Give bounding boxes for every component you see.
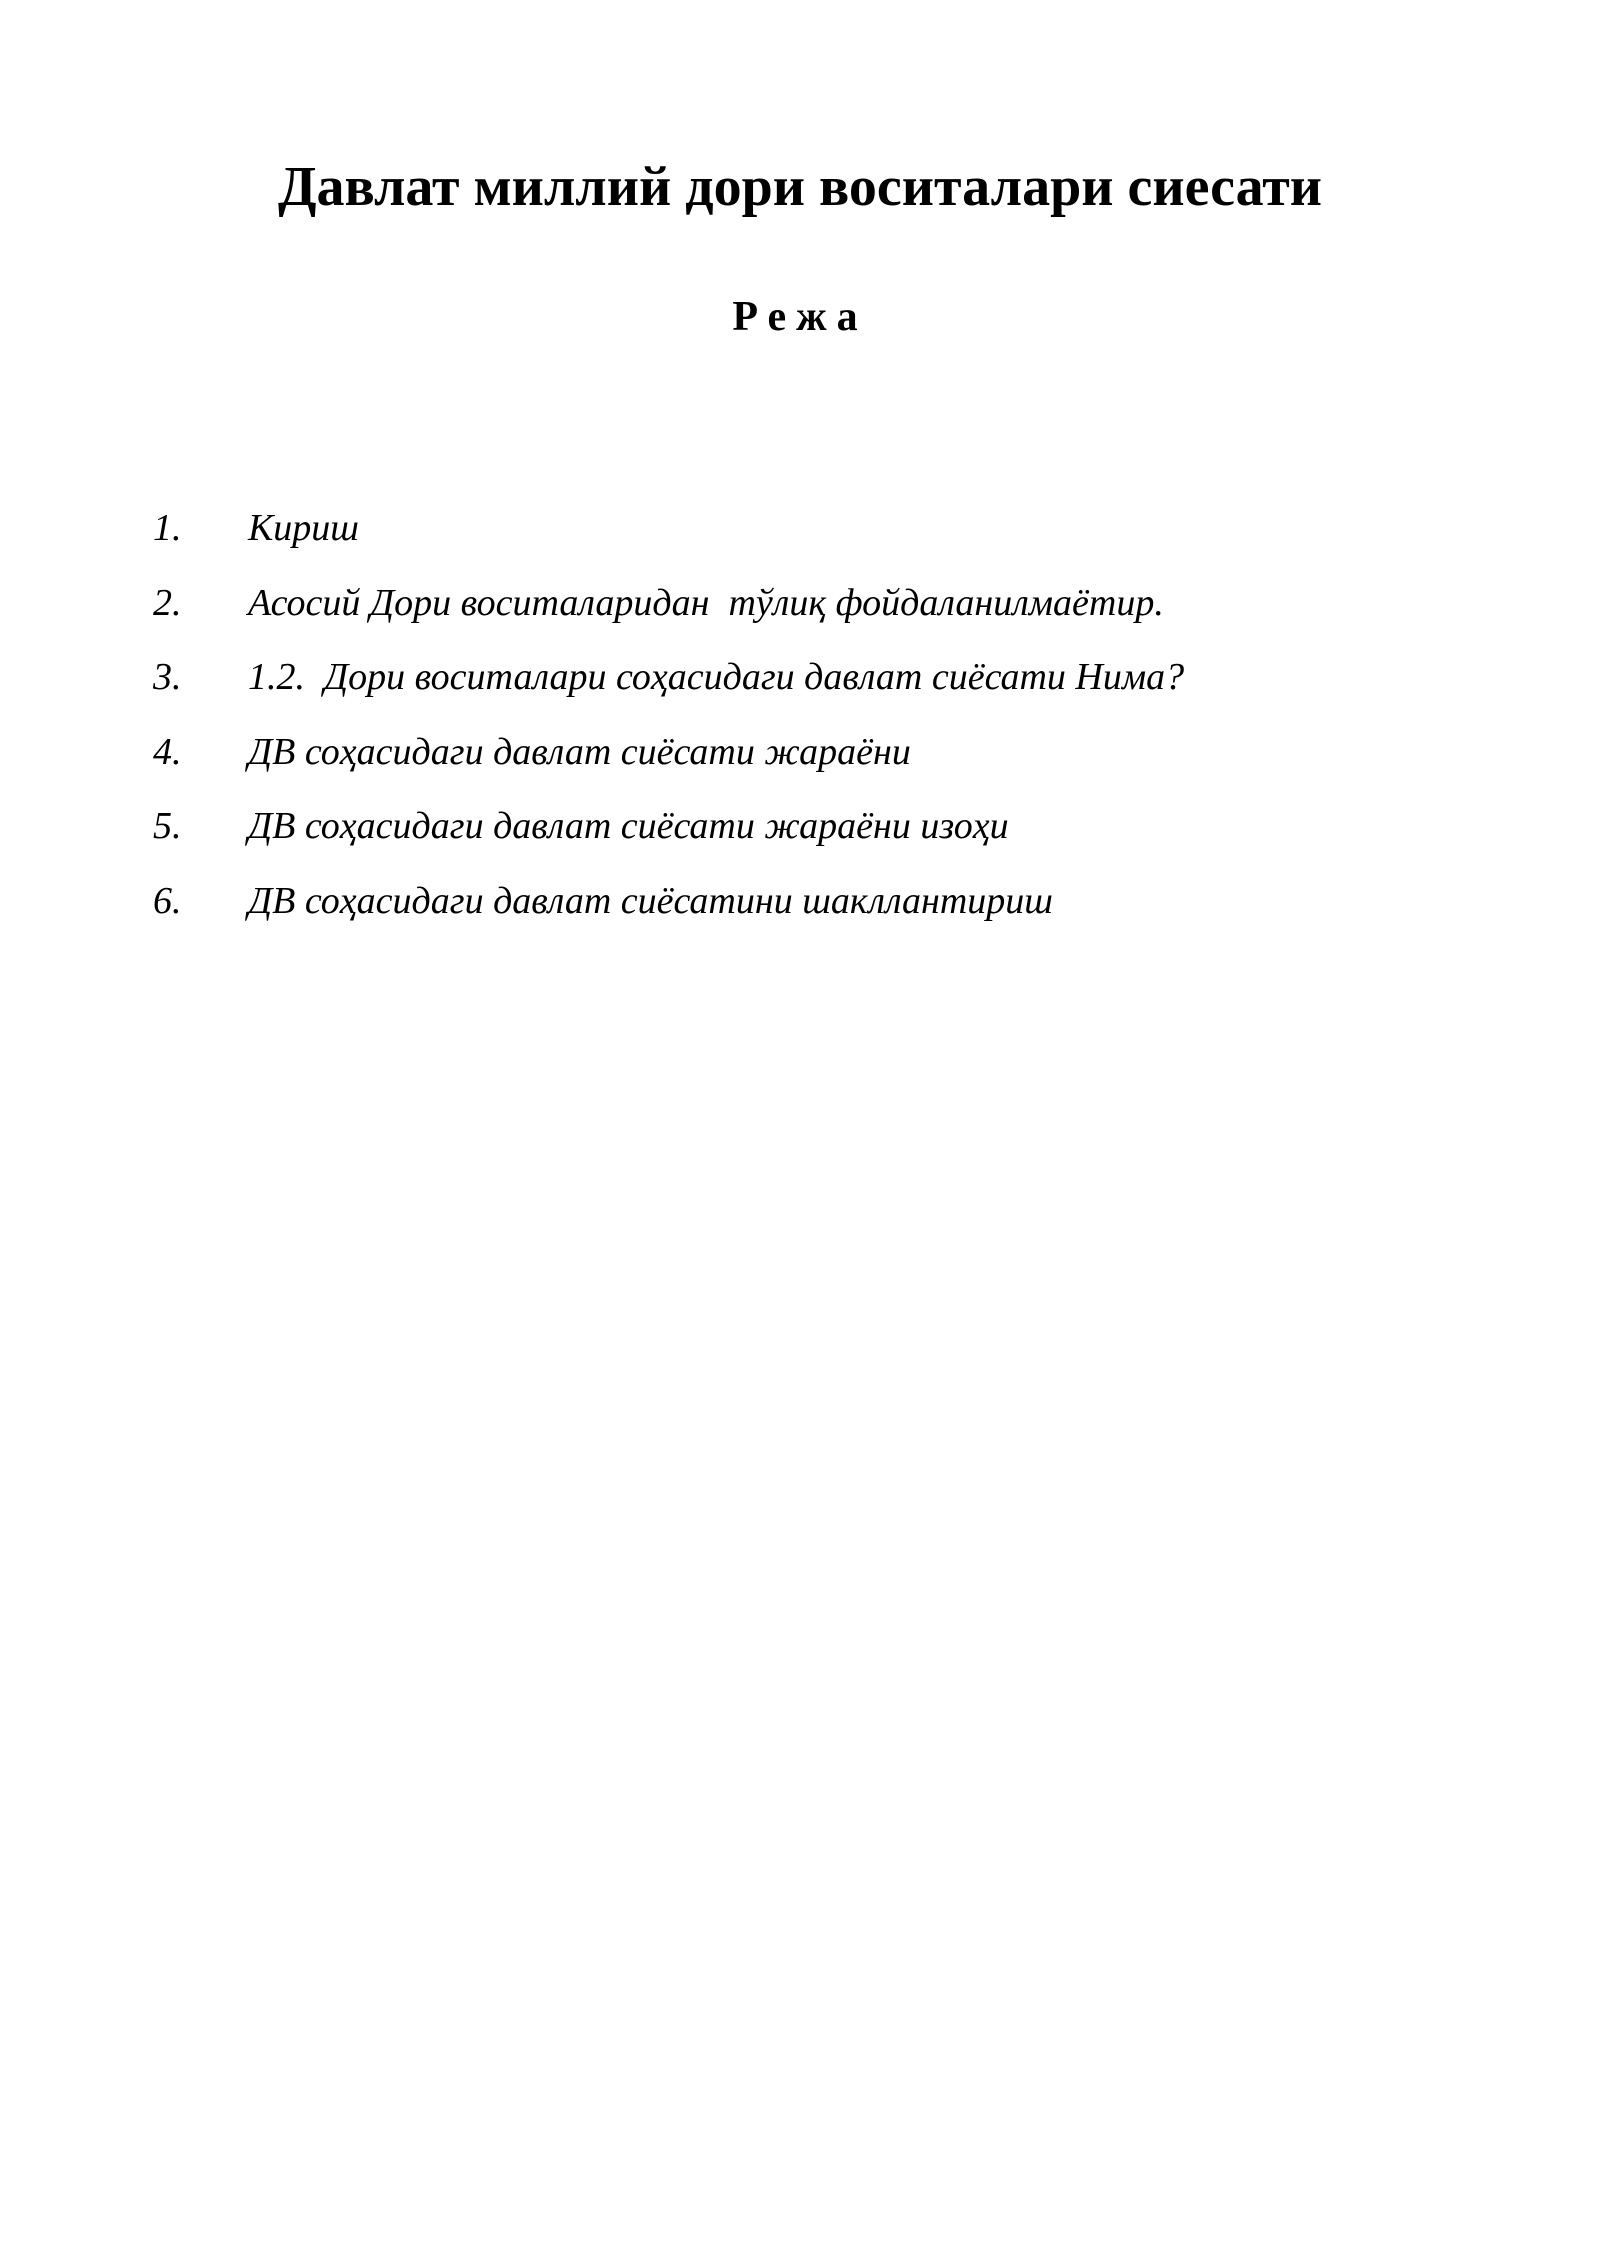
plan-item-text: Кириш [248,507,359,549]
plan-item [153,498,1453,573]
plan-item-number: 1. [153,507,182,549]
plan-item [153,722,1453,797]
plan-item [153,573,1453,648]
plan-item-number: 2. [153,581,182,624]
plan-item-number: 3. [153,656,182,698]
plan-list [153,498,1453,945]
plan-item [153,871,1453,946]
plan-item-text: 1.2. Дори воситалари соҳасидаги давлат сиёсати Нима? [248,656,1185,698]
document-title: Давлат миллий дори воситалари сиесати [277,156,1323,218]
plan-item [153,796,1453,871]
plan-item-text: ДВ соҳасидаги давлат сиёсати жараёни изоҳи [248,805,1009,847]
plan-item-text: ДВ соҳасидаги давлат сиёсатини шакллантириш [248,879,1053,922]
plan-item-text: ДВ соҳасидаги давлат сиёсати жараёни [248,730,911,773]
plan-item-text: Асосий Дори воситаларидан тўлиқ фойдаланилмаётир. [248,581,1164,624]
plan-item-number: 4. [153,730,182,773]
plan-item-number: 6. [153,879,182,922]
plan-item-number: 5. [153,805,182,847]
plan-item [153,647,1453,722]
plan-heading: Режа [732,294,868,340]
